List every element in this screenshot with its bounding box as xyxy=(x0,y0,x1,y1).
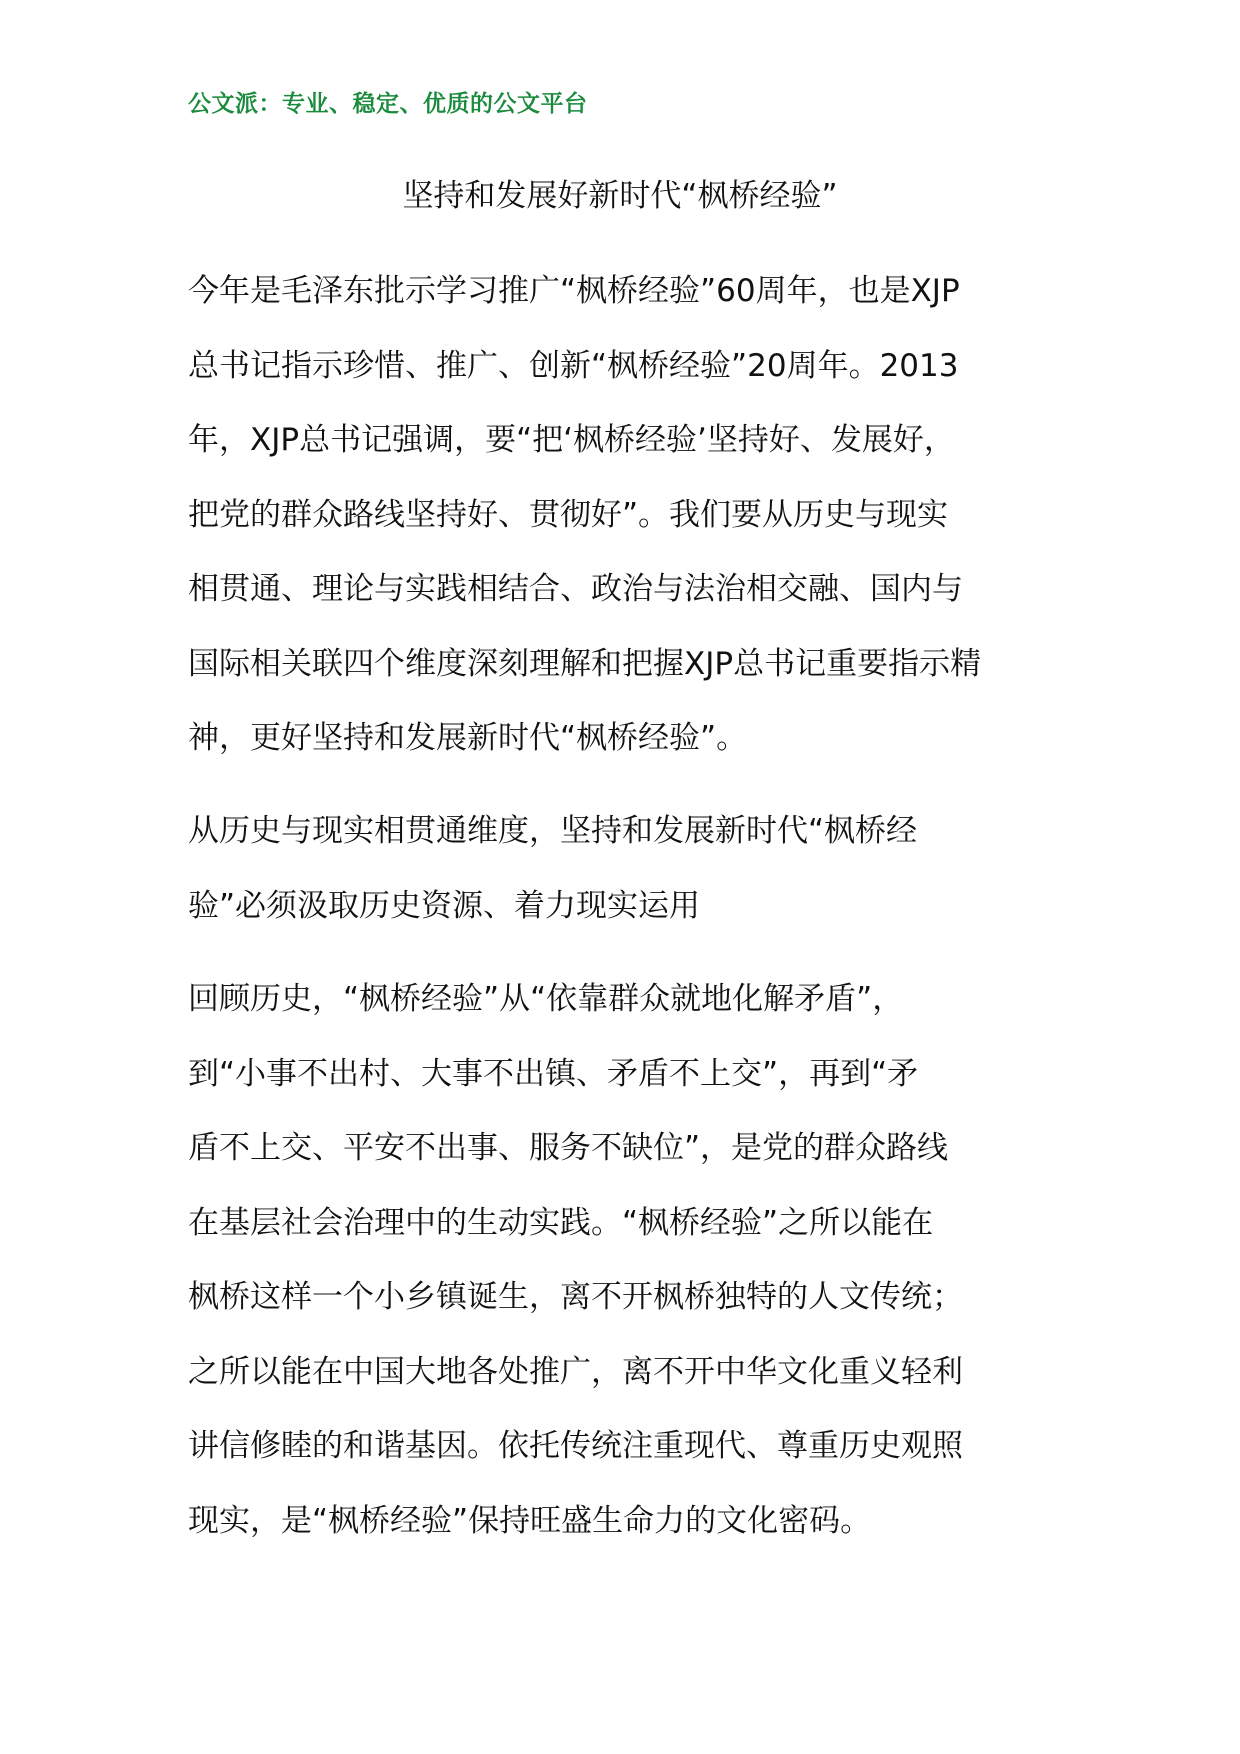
section-heading-history xyxy=(188,794,1068,943)
paragraph-line: 总书记指示珍惜、推广、创新“枫桥经验”20周年。2013 xyxy=(188,347,959,384)
paragraph-intro xyxy=(188,254,1068,776)
site-slogan-header: 公文派：专业、稳定、优质的公文平台 xyxy=(188,90,588,117)
paragraph-line: 相贯通、理论与实践相结合、政治与法治相交融、国内与 xyxy=(188,571,963,607)
paragraph-line: 国际相关联四个维度深刻理解和把握XJP总书记重要指示精 xyxy=(188,645,982,682)
paragraph-line: 讲信修睦的和谐基因。依托传统注重现代、尊重历史观照 xyxy=(188,1428,963,1464)
paragraph-line: 年，XJP总书记强调，要“把‘枫桥经验’坚持好、发展好， xyxy=(188,422,955,458)
paragraph-line: 神，更好坚持和发展新时代“枫桥经验”。 xyxy=(188,720,748,756)
paragraph-line: 在基层社会治理中的生动实践。“枫桥经验”之所以能在 xyxy=(188,1204,934,1241)
paragraph-line: 把党的群众路线坚持好、贯彻好”。我们要从历史与现实 xyxy=(188,496,949,533)
paragraph-line: 今年是毛泽东批示学习推广“枫桥经验”60周年，也是XJP xyxy=(188,273,960,309)
document-title: 坚持和发展好新时代“枫桥经验” xyxy=(402,178,838,214)
paragraph-line: 从历史与现实相贯通维度，坚持和发展新时代“枫桥经 xyxy=(188,813,918,849)
paragraph-line: 现实，是“枫桥经验”保持旺盛生命力的文化密码。 xyxy=(188,1502,872,1539)
paragraph-line: 回顾历史，“枫桥经验”从“依靠群众就地化解矛盾”， xyxy=(188,981,904,1017)
paragraph-line: 之所以能在中国大地各处推广，离不开中华文化重义轻利 xyxy=(188,1353,963,1390)
paragraph-line: 到“小事不出村、大事不出镇、矛盾不上交”，再到“矛 xyxy=(188,1055,919,1092)
paragraph-line: 枫桥这样一个小乡镇诞生，离不开枫桥独特的人文传统； xyxy=(188,1279,963,1315)
paragraph-history xyxy=(188,962,1068,1558)
paragraph-line: 盾不上交、平安不出事、服务不缺位”，是党的群众路线 xyxy=(188,1130,949,1166)
paragraph-line: 验”必须汲取历史资源、着力现实运用 xyxy=(188,887,701,924)
